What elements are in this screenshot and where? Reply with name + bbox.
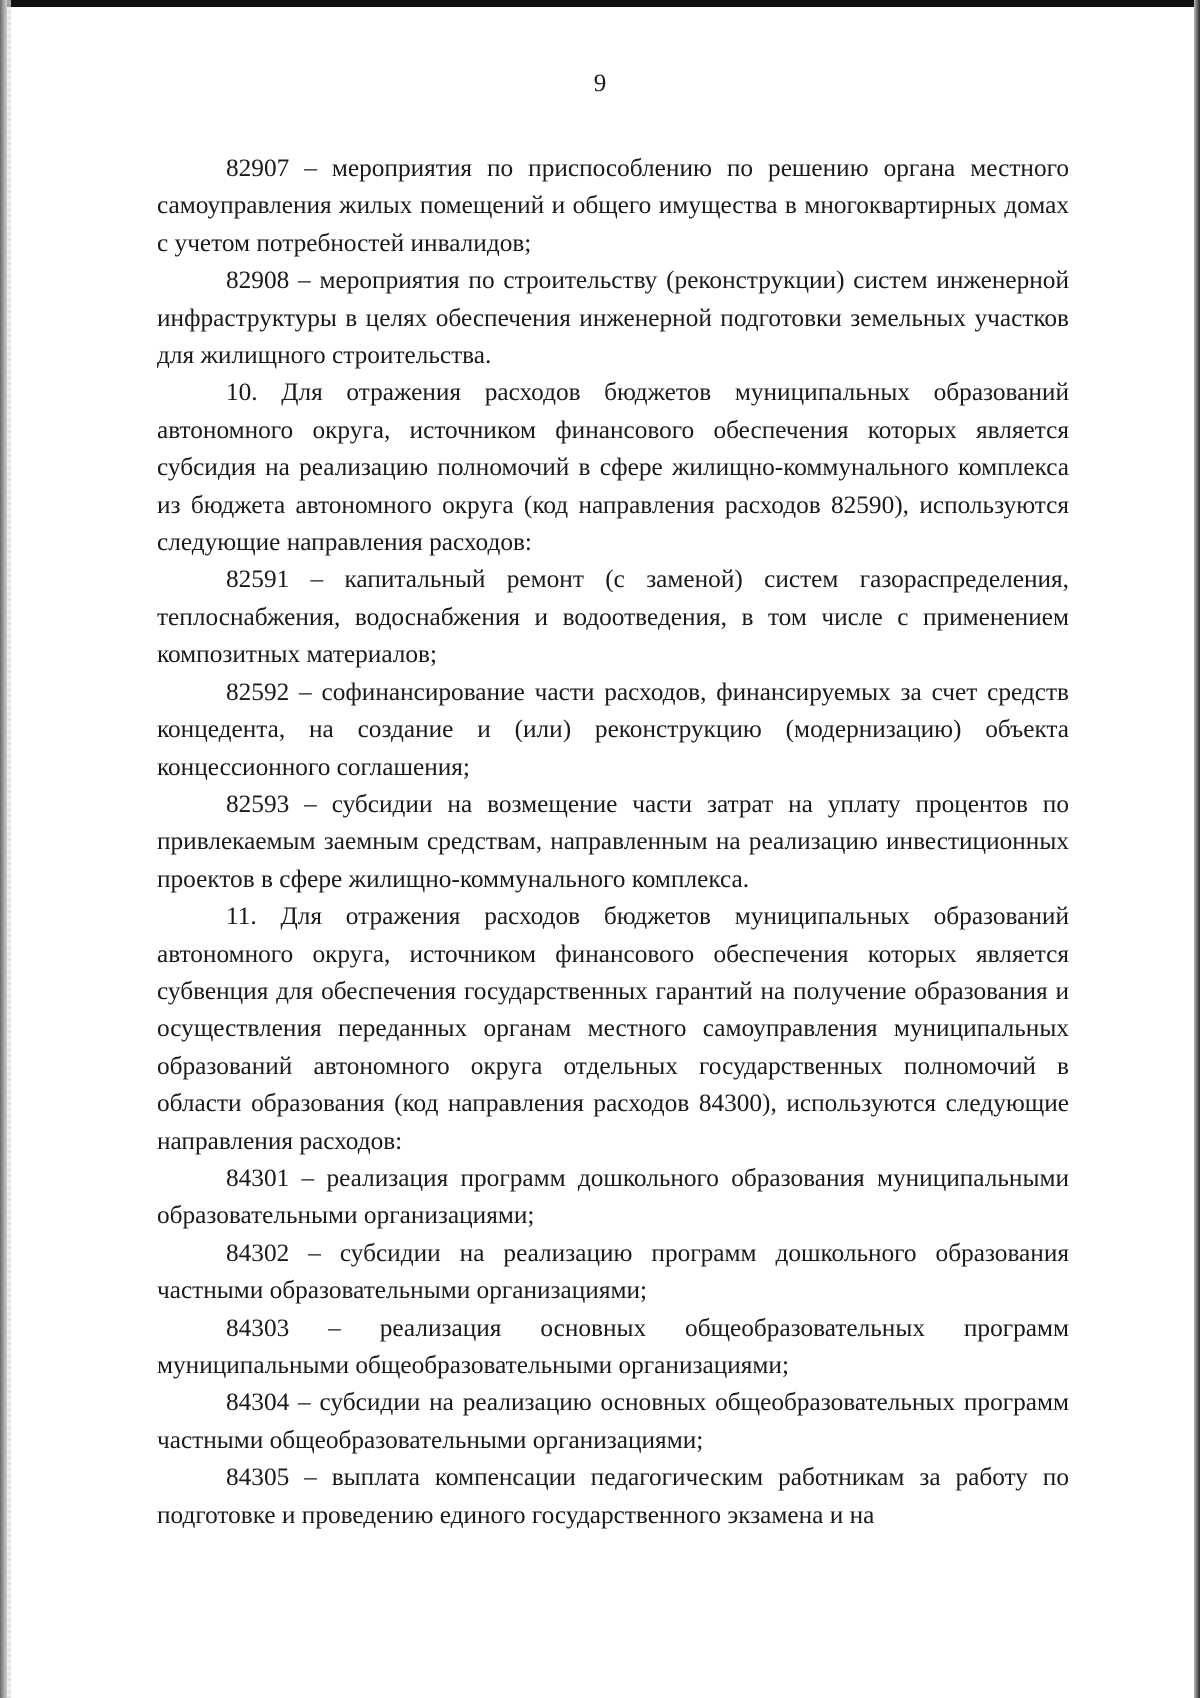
document-body (157, 150, 1069, 1534)
paragraph-84304: 84304 – субсидии на реализацию основных общеобразовательных программ частными общеобразовательными организациями; (157, 1388, 1069, 1454)
paragraph-82907: 82907 – мероприятия по приспособлению по решению органа местного самоуправления жилых помещений и общего имущества в многоквартирных домах с учетом потребностей инвалидов; (157, 154, 1069, 257)
paragraph-84302: 84302 – субсидии на реализацию программ дошкольного образования частными образовательными организациями; (157, 1238, 1069, 1305)
paragraph-section-11: 11. Для отражения расходов бюджетов муниципальных образований автономного округа, источником финансового обеспечения которых является субвенция для обеспечения государственных гарантий на получение образования и осуществления переданных органам местного самоуправления муниципальных образований автономного округа отдельных государственных полномочий в области образования (код направления расходов 84300), используются следующие направления расходов: (157, 902, 1069, 1155)
scan-border-right (1194, 0, 1200, 1698)
scan-border-left-shadow (7, 0, 11, 1698)
scan-border-top (0, 0, 1200, 7)
paragraph-84305: 84305 – выплата компенсации педагогическим работникам за работу по подготовке и проведению единого государственного экзамена и на (157, 1463, 1069, 1529)
paragraph-82908: 82908 – мероприятия по строительству (реконструкции) систем инженерной инфраструктуры в целях обеспечения инженерной подготовки земельных участков для жилищного строительства. (157, 266, 1069, 370)
paragraph-82593: 82593 – субсидии на возмещение части затрат на уплату процентов по привлекаемым заемным средствам, направленным на реализацию инвестиционных проектов в сфере жилищно-коммунального комплекса. (157, 789, 1069, 893)
paragraph-84303: 84303 – реализация основных общеобразовательных программ муниципальными общеобразовательными организациями; (157, 1313, 1069, 1379)
paragraph-84301: 84301 – реализация программ дошкольного образования муниципальными образовательными организациями; (157, 1163, 1069, 1230)
page-number: 9 (593, 70, 607, 97)
paragraph-section-10: 10. Для отражения расходов бюджетов муниципальных образований автономного округа, источником финансового обеспечения которых является субсидия на реализацию полномочий в сфере жилищно-коммунального комплекса из бюджета автономного округа (код направления расходов 82590), используются следующие направления расходов: (157, 378, 1069, 557)
paragraph-82592: 82592 – софинансирование части расходов, финансируемых за счет средств концедента, на создание и (или) реконструкцию (модернизацию) объекта концессионного соглашения; (157, 677, 1069, 781)
paragraph-82591: 82591 – капитальный ремонт (с заменой) систем газораспределения, теплоснабжения, водоснабжения и водоотведения, в том числе с применением композитных материалов; (157, 565, 1069, 669)
scan-border-left (0, 0, 7, 1698)
